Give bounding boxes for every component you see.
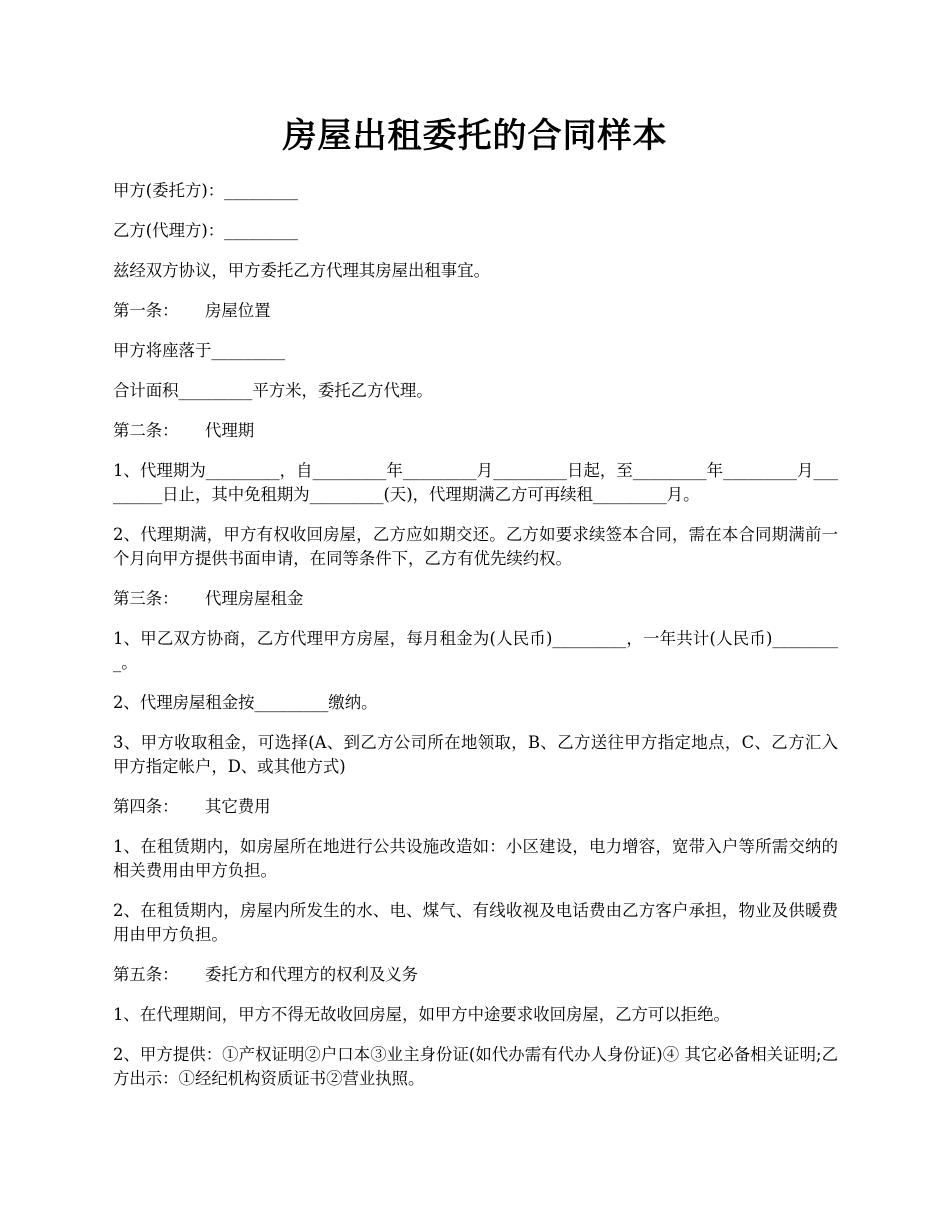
article-4-paragraph-2: 2、在租赁期内，房屋内所发生的水、电、煤气、有线收视及电话费由乙方客户承担，物业及供暖费用由甲方负担。: [113, 901, 838, 944]
intro-paragraph: 兹经双方协议，甲方委托乙方代理其房屋出租事宜。: [113, 261, 490, 280]
article-4-title: 其它费用: [205, 797, 271, 816]
article-5-label: 第五条：: [113, 965, 179, 984]
article-3-paragraph-1: 1、甲乙双方协商，乙方代理甲方房屋，每月租金为(人民币)_________，一年共计(人民币)_________。: [113, 629, 838, 672]
article-1-title: 房屋位置: [205, 301, 271, 320]
article-2-paragraph-1: 1、代理期为_________，自_________年_________月_________日起，至_________年_________月_________日止，其中免租期为_________(天)，代理期满乙方可再续租_________月。: [113, 461, 838, 504]
article-5-paragraph-1: 1、在代理期间，甲方不得无故收回房屋，如甲方中途要求收回房屋，乙方可以拒绝。: [113, 1005, 730, 1024]
article-1-label: 第一条：: [113, 301, 179, 320]
article-2-heading: [113, 419, 838, 443]
article-2-title: 代理期: [205, 421, 255, 440]
article-3-title: 代理房屋租金: [205, 589, 304, 608]
article-3-paragraph-3: 3、甲方收取租金，可选择(A、到乙方公司所在地领取，B、乙方送往甲方指定地点，C、乙方汇入甲方指定帐户，D、或其他方式): [113, 733, 838, 776]
article-1-heading: [113, 299, 838, 323]
article-3-paragraph-2: 2、代理房屋租金按_________缴纳。: [113, 693, 378, 712]
document-title: 房屋出租委托的合同样本: [282, 116, 668, 156]
article-4-label: 第四条：: [113, 797, 179, 816]
article-2-paragraph-2: 2、代理期满，甲方有权收回房屋，乙方应如期交还。乙方如要求续签本合同，需在本合同期满前一个月向甲方提供书面申请，在同等条件下，乙方有优先续约权。: [113, 525, 838, 568]
article-1-paragraph-2: 合计面积_________平方米，委托乙方代理。: [113, 381, 433, 400]
article-5-paragraph-2: 2、甲方提供：①产权证明②户口本③业主身份证(如代办需有代办人身份证)④ 其它必备相关证明;乙方出示：①经纪机构资质证书②营业执照。: [113, 1045, 838, 1088]
article-3-label: 第三条：: [113, 589, 179, 608]
party-b-line: 乙方(代理方)：_________: [113, 221, 298, 240]
article-5-heading: [113, 963, 838, 987]
article-3-heading: [113, 587, 838, 611]
document-body: [113, 179, 838, 1107]
article-4-heading: [113, 795, 838, 819]
article-2-label: 第二条：: [113, 421, 179, 440]
article-1-paragraph-1: 甲方将座落于_________: [113, 341, 286, 360]
article-4-paragraph-1: 1、在租赁期内，如房屋所在地进行公共设施改造如：小区建设，电力增容，宽带入户等所需交纳的相关费用由甲方负担。: [113, 837, 838, 880]
article-5-title: 委托方和代理方的权利及义务: [205, 965, 419, 984]
party-a-line: 甲方(委托方)：_________: [113, 181, 298, 200]
